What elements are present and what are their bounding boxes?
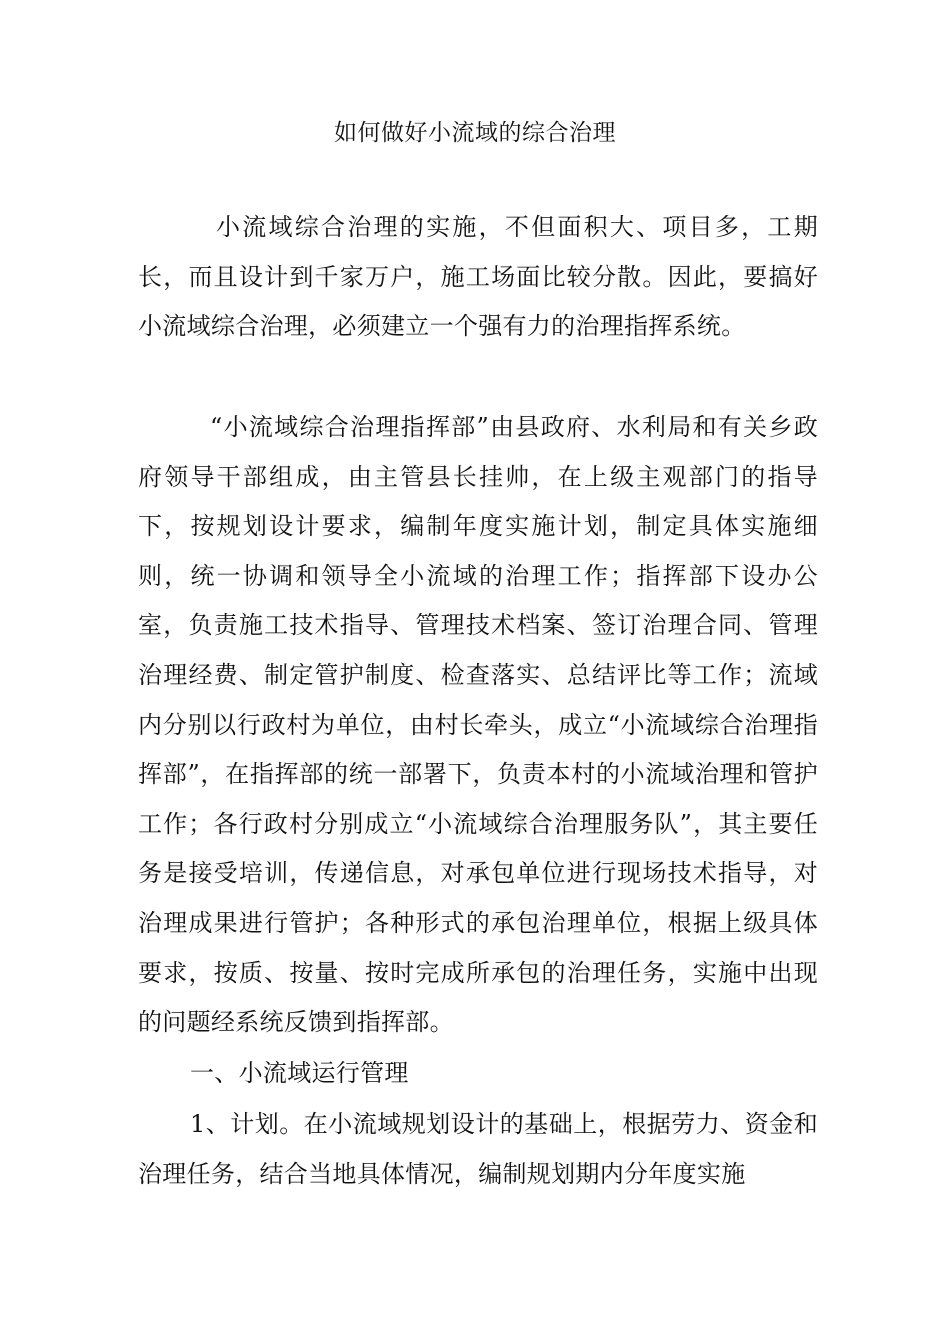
plan-paragraph: 1、计划。在小流域规划设计的基础上，根据劳力、资金和治理任务，结合当地具体情况，编制规划期内分年度实施 [138, 1110, 818, 1188]
intro-paragraph: 小流域综合治理的实施，不但面积大、项目多，工期长，而且设计到千家万户，施工场面比较分散。因此，要搞好小流域综合治理，必须建立一个强有力的治理指挥系统。 [138, 213, 818, 341]
section-heading: 一、小流域运行管理 [190, 1059, 409, 1087]
command-system-paragraph: “小流域综合治理指挥部”由县政府、水利局和有关乡政府领导干部组成，由主管县长挂帅，在上级主观部门的指导下，按规划设计要求，编制年度实施计划，制定具体实施细则，统一协调和领导全小流域的治理工作；指挥部下设办公室，负责施工技术指导、管理技术档案、签订治理合同、管理治理经费、制定管护制度、检查落实、总结评比等工作；流域内分别以行政村为单位，由村长牵头，成立“小流域综合治理指挥部”，在指挥部的统一部署下，负责本村的小流域治理和管护工作；各行政村分别成立“小流域综合治理服务队”，其主要任务是接受培训，传递信息，对承包单位进行现场技术指导，对治理成果进行管护；各种形式的承包治理单位，根据上级具体要求，按质、按量、按时完成所承包的治理任务，实施中出现的问题经系统反馈到指挥部。 [138, 413, 818, 1037]
document-title: 如何做好小流域的综合治理 [334, 120, 616, 146]
